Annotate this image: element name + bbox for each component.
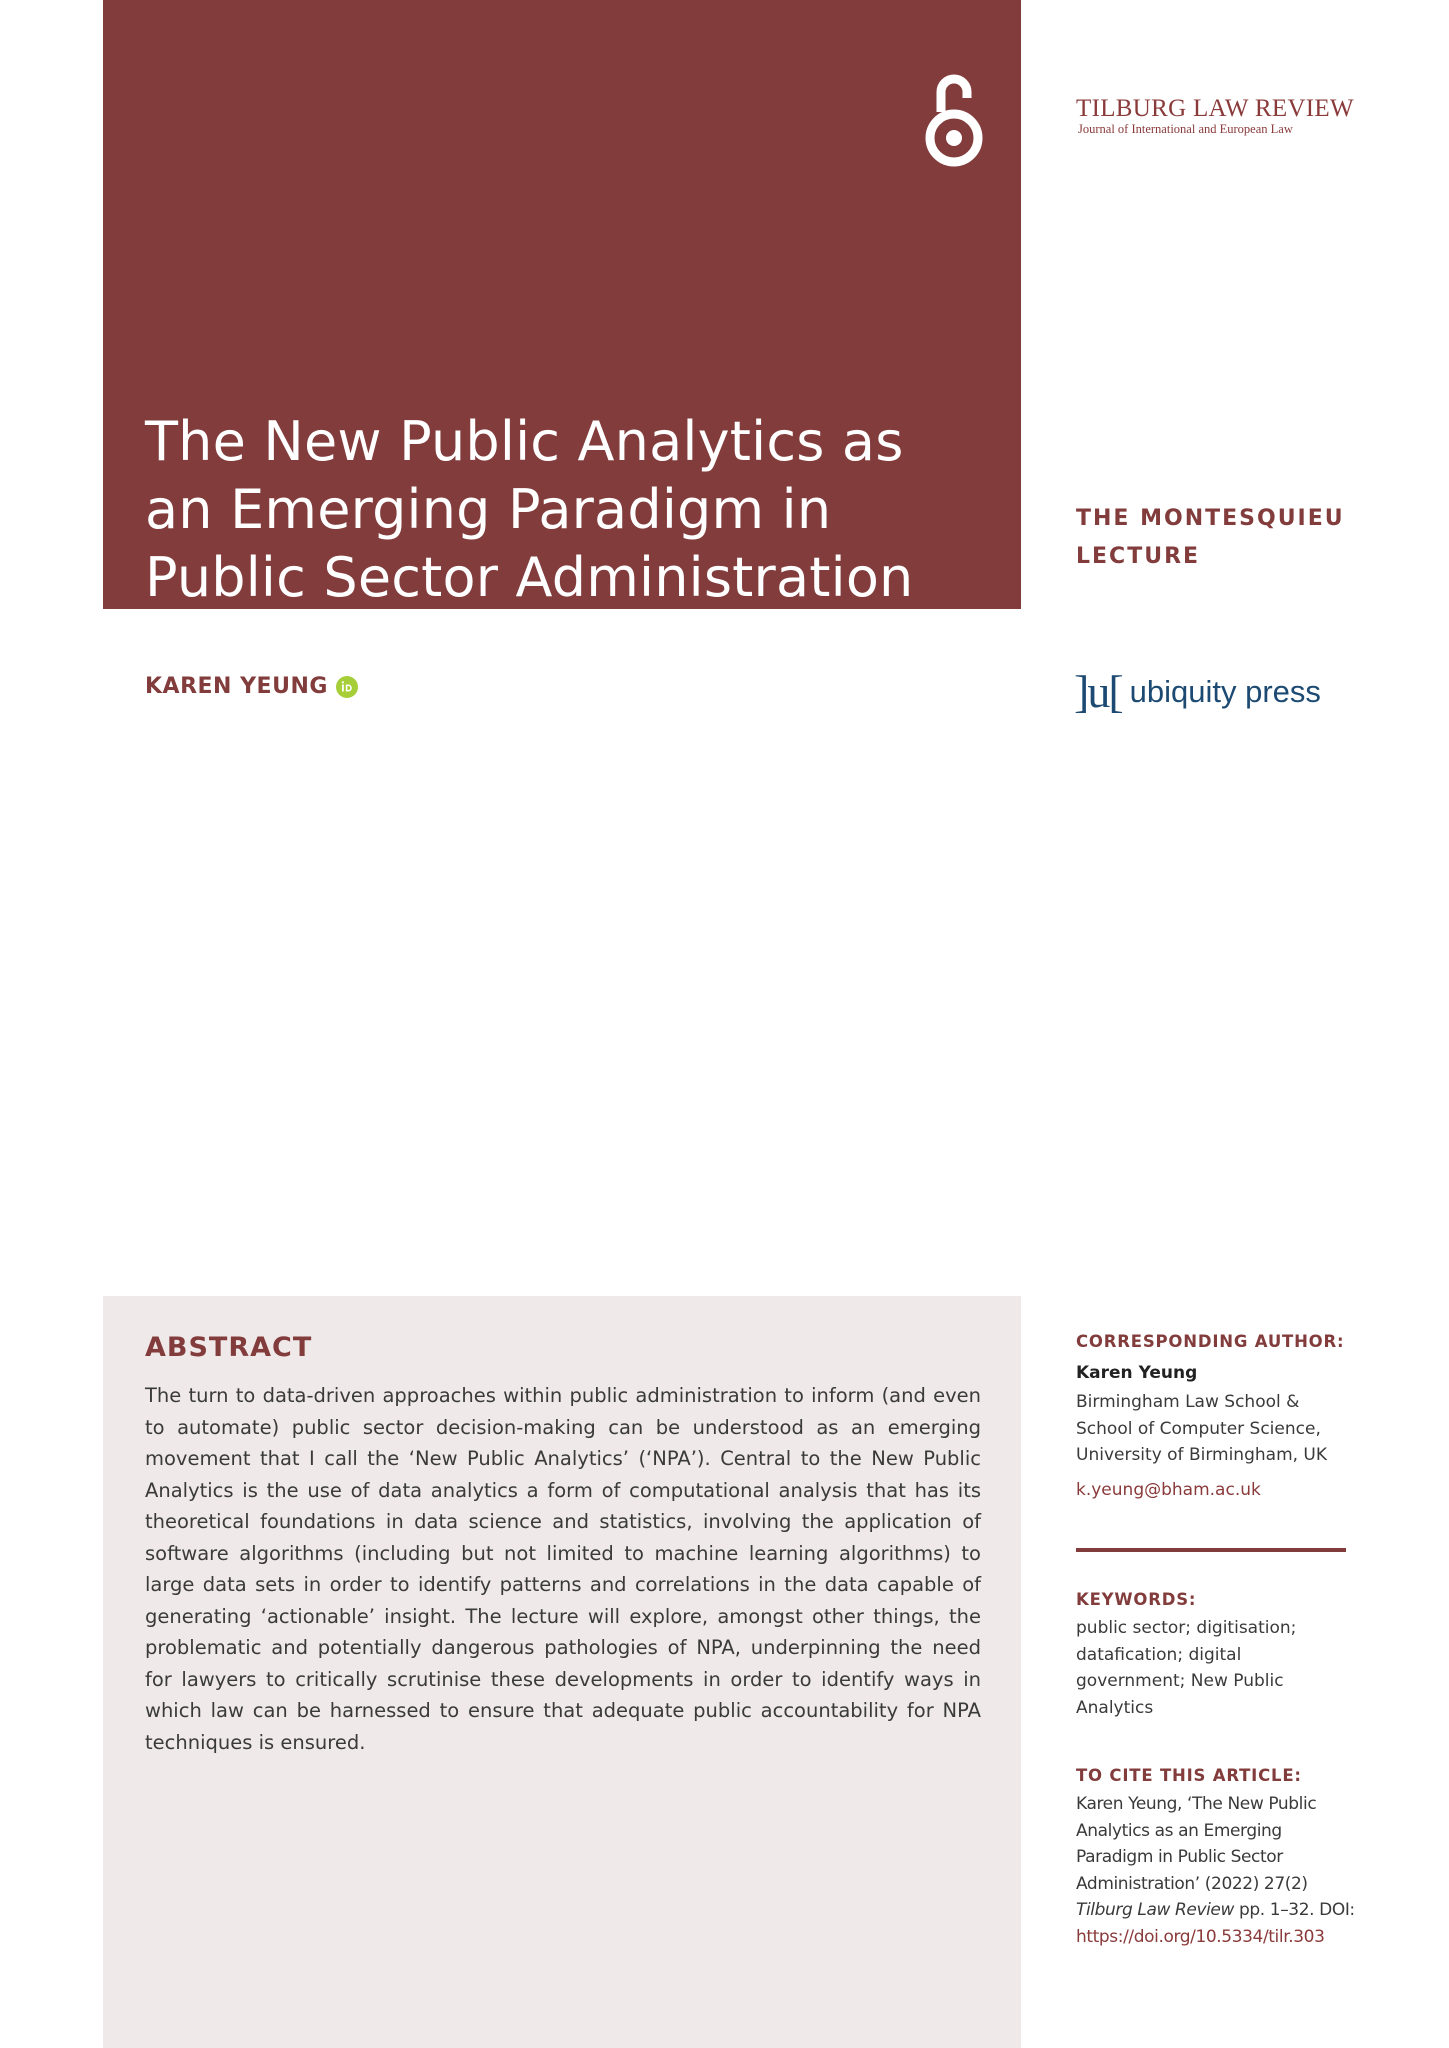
open-access-icon (919, 66, 989, 170)
author-name: KAREN YEUNG (145, 674, 328, 699)
publisher-mark: ]u[ (1074, 666, 1122, 717)
citation-heading: TO CITE THIS ARTICLE: (1076, 1766, 1302, 1785)
citation-line: Administration’ (2022) 27(2) (1076, 1873, 1308, 1894)
keywords-heading: KEYWORDS: (1076, 1590, 1197, 1609)
section-type-line: LECTURE (1076, 544, 1201, 569)
citation (1076, 1766, 1356, 1950)
citation-line: Karen Yeung, ‘The New Public (1076, 1794, 1317, 1814)
affiliation-line: School of Computer Science, (1076, 1418, 1321, 1439)
title-line: Public Sector Administration (145, 546, 914, 610)
corresponding-author-heading: CORRESPONDING AUTHOR: (1076, 1332, 1345, 1351)
keywords-line: Analytics (1076, 1697, 1154, 1718)
abstract-heading: ABSTRACT (145, 1332, 313, 1363)
affiliation-line: University of Birmingham, UK (1076, 1445, 1328, 1465)
title-line: an Emerging Paradigm in (145, 478, 832, 542)
keywords-line: government; New Public (1076, 1671, 1284, 1691)
citation-pages: pp. 1–32. DOI: (1234, 1900, 1355, 1920)
citation-line (1076, 1897, 1356, 1924)
citation-journal: Tilburg Law Review (1076, 1900, 1234, 1920)
article-title (145, 408, 965, 612)
section-type (1076, 500, 1376, 576)
section-type-line: THE MONTESQUIEU (1076, 506, 1345, 531)
title-banner (103, 0, 1021, 609)
keywords-line: datafication; digital (1076, 1644, 1242, 1665)
author-line (145, 674, 358, 699)
affiliation (1076, 1389, 1356, 1503)
keywords-text (1076, 1615, 1356, 1721)
abstract-text: The turn to data-driven approaches within public administration to inform (and even to automate) public sector decision-making can be understood as an emerging movement that I call the ‘New Public Analytics’ (‘NPA’). Central to the New Public Analytics is the use of data analytics a form of computational analysis that has its theoretical foundations in data science and statistics, involving the application of software algorithms (including but not limited to machine learning algorithms) to large data sets in order to identify patterns and correlations in the data capable of generating ‘actionable’ insight. The lecture will explore, amongst other things, the problematic and potentially dangerous pathologies of NPA, underpinning the need for lawyers to critically scrutinise these developments in order to identify ways in which law can be harnessed to ensure that adequate public accountability for NPA techniques is ensured. (145, 1384, 981, 1754)
citation-line: Analytics as an Emerging (1076, 1820, 1282, 1841)
abstract-section (103, 1296, 1021, 2048)
corresponding-author-name: Karen Yeung (1076, 1363, 1198, 1383)
sidebar-divider (1076, 1548, 1346, 1552)
publisher-logo (1074, 668, 1321, 716)
doi-link[interactable]: https://doi.org/10.5334/tilr.303 (1076, 1926, 1325, 1947)
title-line: The New Public Analytics as (145, 410, 904, 474)
affiliation-line: Birmingham Law School & (1076, 1392, 1300, 1412)
publisher-name: ubiquity press (1129, 674, 1321, 709)
journal-name: TILBURG LAW REVIEW (1076, 95, 1354, 122)
journal-subtitle: Journal of International and European Law (1078, 122, 1293, 136)
orcid-icon[interactable] (336, 676, 358, 698)
citation-line: Paradigm in Public Sector (1076, 1847, 1283, 1867)
journal-masthead (1076, 96, 1376, 136)
email-link[interactable]: k.yeung@bham.ac.uk (1076, 1479, 1261, 1500)
citation-text (1076, 1791, 1356, 1950)
keywords-line: public sector; digitisation; (1076, 1618, 1297, 1638)
corresponding-author (1076, 1332, 1356, 1503)
keywords (1076, 1590, 1356, 1721)
